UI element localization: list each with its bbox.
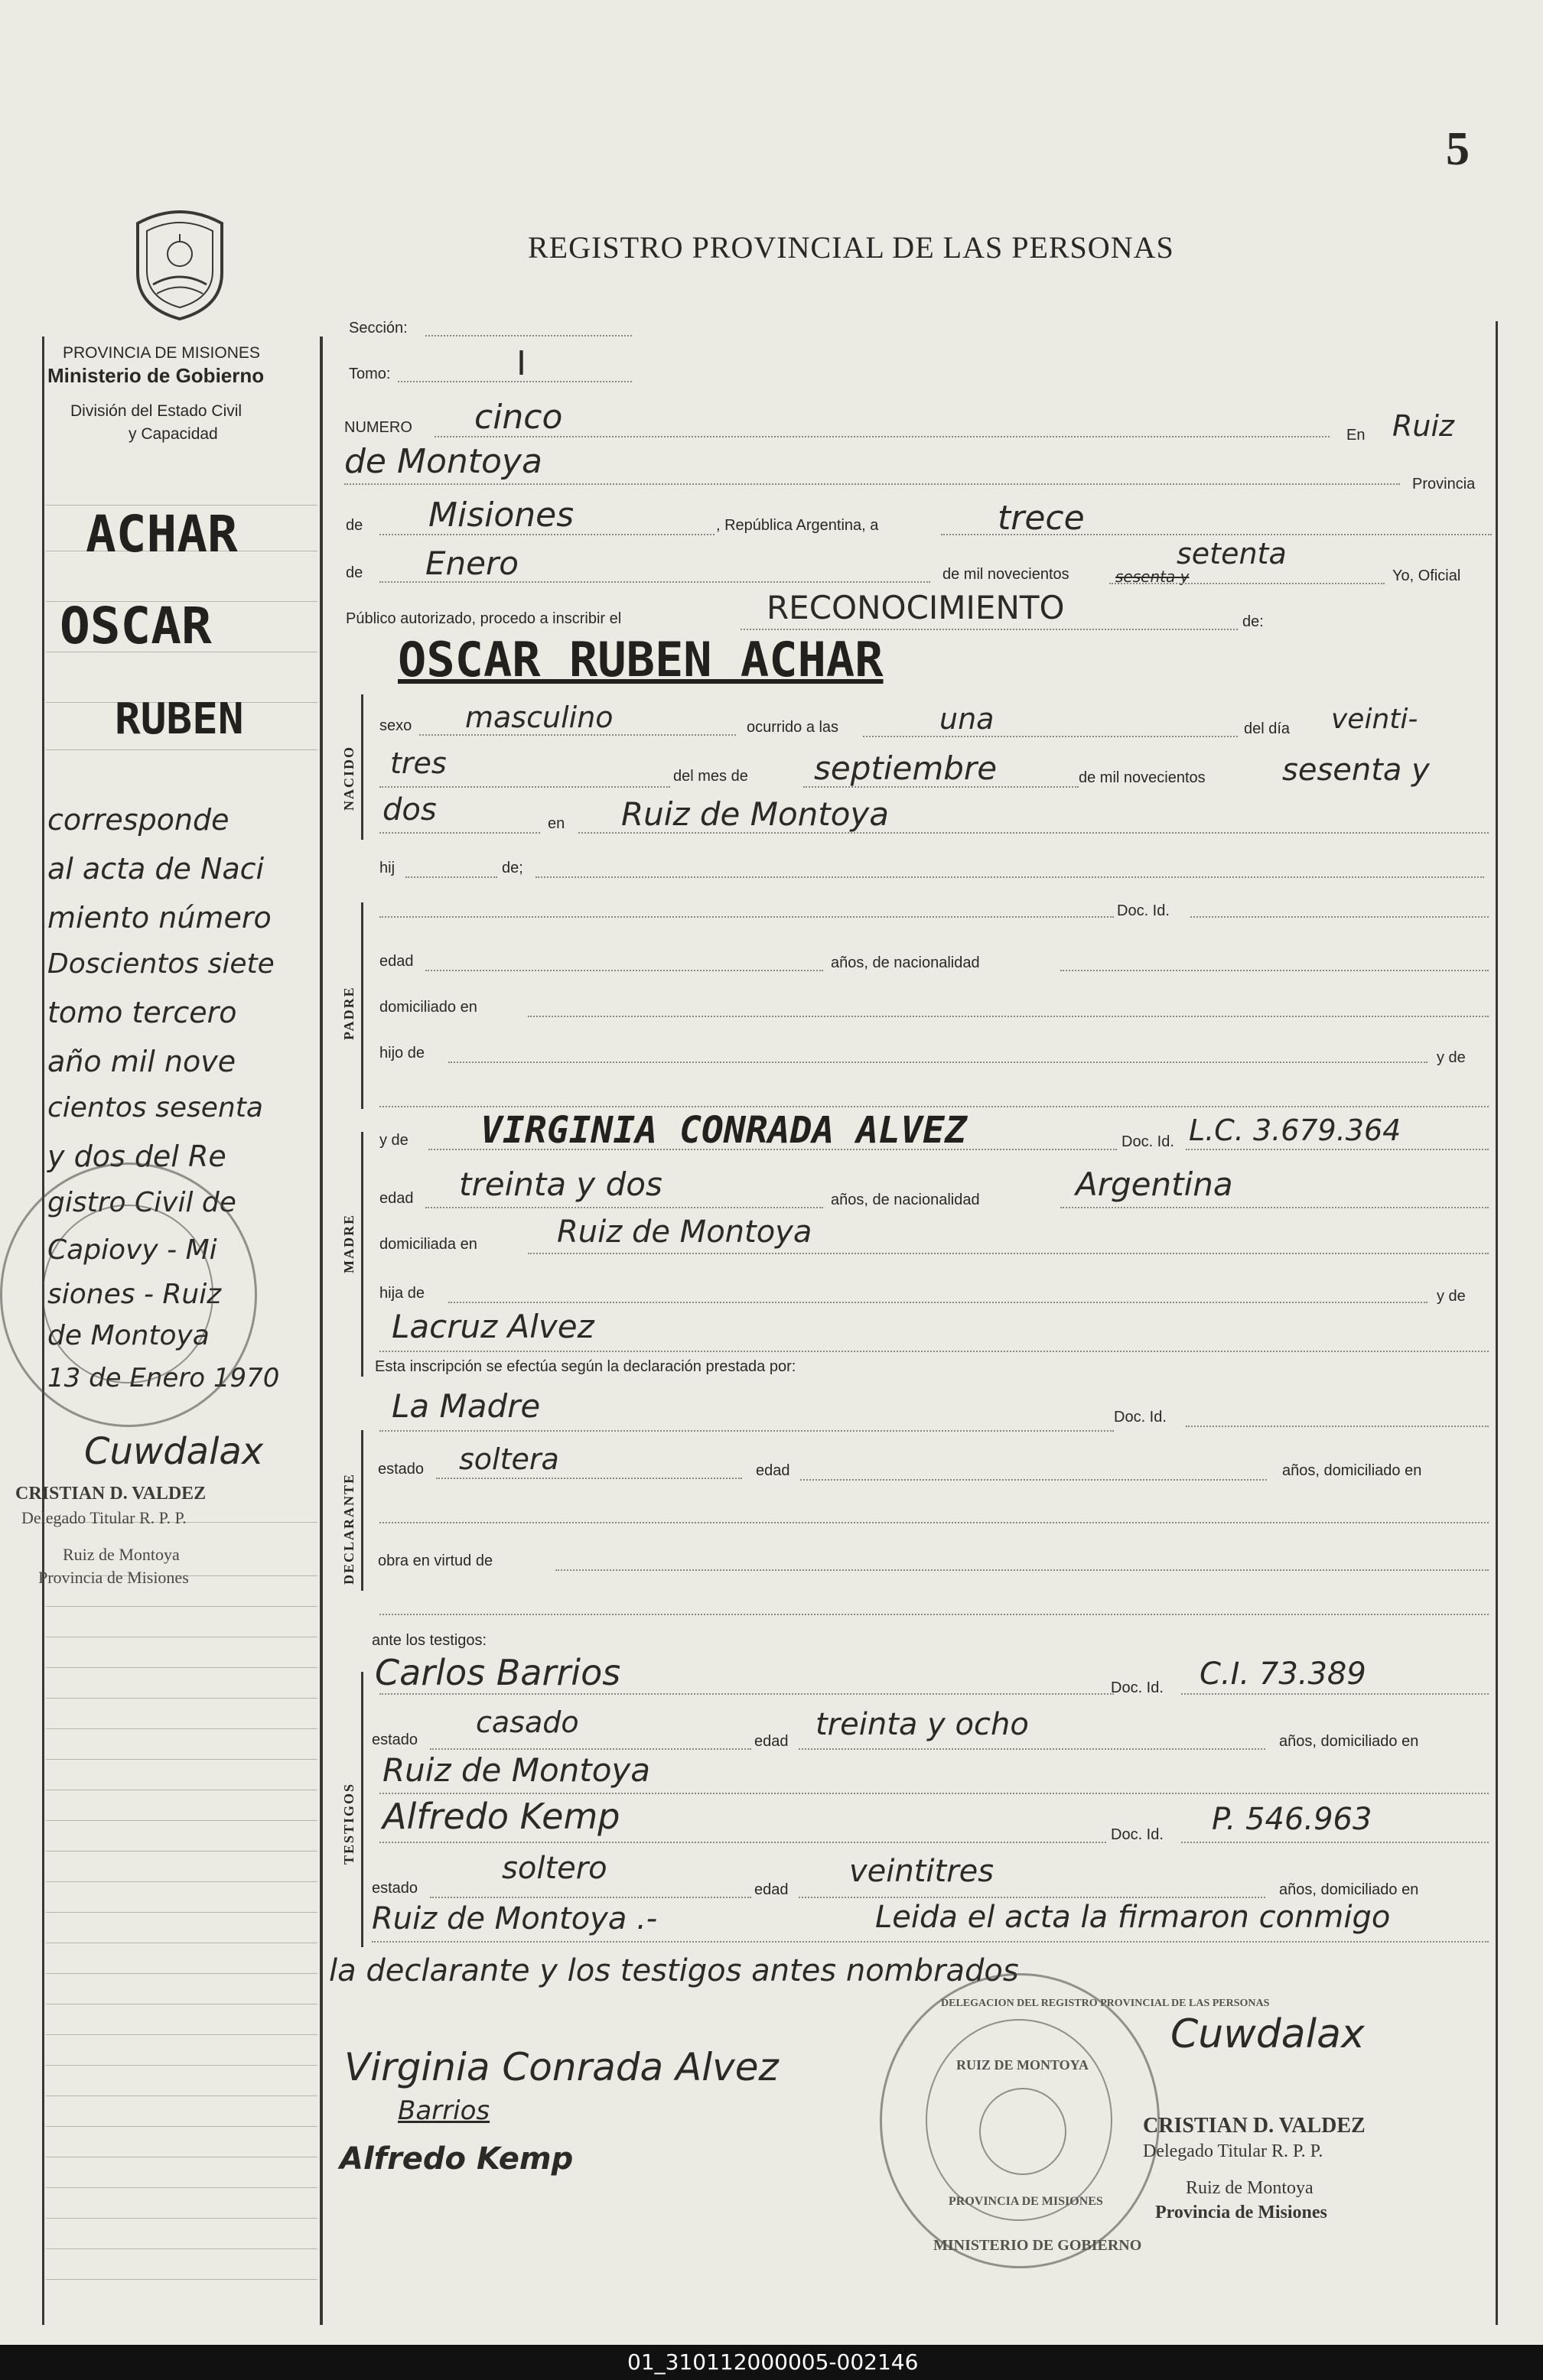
en-value-2: de Montoya (344, 442, 542, 481)
numero-value: cinco (474, 398, 563, 437)
margin-middle-name: RUBEN (115, 694, 244, 744)
tomo-label: Tomo: (349, 366, 391, 382)
madre-hija-de-label: hija de (379, 1285, 425, 1302)
margin-note-line: miento número (47, 901, 272, 935)
declarante-edad-label: edad (756, 1462, 790, 1479)
declarante-anos-label: años, domiciliado en (1282, 1462, 1422, 1479)
del-dia-label: del día (1244, 720, 1291, 737)
ano-nac-value-1: sesenta y (1282, 753, 1430, 788)
margin-note-line: y dos del Re (47, 1140, 226, 1173)
declarante-doc-label: Doc. Id. (1114, 1409, 1167, 1426)
madre-signature: Virginia Conrada Alvez (344, 2045, 779, 2089)
madre-anos-label: años, de nacionalidad (831, 1192, 980, 1208)
sexo-value: masculino (465, 701, 614, 734)
testigo2-nombre-value: Alfredo Kemp (382, 1796, 620, 1837)
margin-note-line: al acta de Naci (47, 852, 265, 886)
division-label: División del Estado Civil (70, 402, 243, 420)
de-semicolon-label: de; (502, 860, 523, 876)
margin-surname: ACHAR (86, 505, 238, 564)
oficial-stamp-title: Delegado Titular R. P. P. (1143, 2141, 1323, 2161)
cierre-line-1: Leida el acta la firmaron conmigo (875, 1900, 1391, 1935)
en-lower-label: en (548, 815, 565, 832)
testigo2-domicilio-value: Ruiz de Montoya .- (372, 1901, 658, 1936)
provincia-label: Provincia (1412, 476, 1476, 493)
testigo1-edad-label: edad (754, 1733, 789, 1750)
obra-label: obra en virtud de (378, 1553, 493, 1569)
dia-nac-value-2: tres (390, 746, 447, 780)
ante-testigos-label: ante los testigos: (372, 1632, 487, 1649)
declarante-bracket (361, 1430, 363, 1591)
declarante-value: La Madre (392, 1387, 541, 1425)
sexo-label: sexo (379, 717, 412, 734)
madre-y-de-label-2: y de (1437, 1288, 1466, 1305)
madre-doc-label: Doc. Id. (1121, 1133, 1174, 1150)
madre-edad-label: edad (379, 1190, 414, 1207)
margin-note-line: tomo tercero (47, 996, 237, 1029)
section-padre-label: PADRE (341, 986, 356, 1040)
margin-stamp-title: Delegado Titular R. P. P. (21, 1508, 187, 1527)
madre-nacionalidad-value: Argentina (1076, 1166, 1233, 1203)
testigo2-estado-value: soltero (502, 1851, 607, 1886)
margin-stamp-province: Provincia de Misiones (38, 1568, 189, 1587)
madre-y-de-label: y de (379, 1132, 409, 1149)
province-label: PROVINCIA DE MISIONES (63, 344, 260, 362)
padre-domicilio-label: domiciliado en (379, 999, 477, 1016)
ano-nac-value-2: dos (382, 792, 437, 827)
oficial-stamp-province: Provincia de Misiones (1155, 2203, 1327, 2222)
testigo1-estado-label: estado (372, 1731, 418, 1748)
seal-bottom-text: MINISTERIO DE GOBIERNO (933, 2237, 1142, 2254)
section-nacido-label: NACIDO (341, 745, 356, 811)
de-mil-nov-label: de mil novecientos (1079, 769, 1206, 786)
lugar-nac-value: Ruiz de Montoya (621, 795, 890, 833)
madre-madre-value: Lacruz Alvez (392, 1308, 594, 1345)
margin-note-line: cientos sesenta (47, 1092, 263, 1123)
testigo1-nombre-value: Carlos Barrios (375, 1652, 621, 1693)
section-testigos-label: TESTIGOS (341, 1782, 356, 1865)
madre-edad-value: treinta y dos (459, 1166, 662, 1203)
seal-emblem-icon (979, 2088, 1066, 2175)
footer-bar (0, 2345, 1543, 2380)
coat-of-arms-icon (122, 200, 237, 323)
testigo1-anos-label: años, domiciliado en (1279, 1733, 1419, 1750)
en-label: En (1346, 427, 1366, 444)
margin-note-line: siones - Ruiz (47, 1279, 222, 1310)
padre-edad-label: edad (379, 953, 414, 970)
margin-stamp-name: CRISTIAN D. VALDEZ (15, 1484, 207, 1504)
nacido-bracket (361, 694, 363, 840)
dia-nac-value-1: veinti- (1331, 704, 1418, 735)
acto-value: RECONOCIMIENTO (767, 589, 1065, 626)
testigo2-estado-label: estado (372, 1880, 418, 1897)
footer-id: 01_310112000005-002146 (627, 2349, 919, 2375)
madre-nombre-value: VIRGINIA CONRADA ALVEZ (480, 1109, 967, 1152)
testigos-bracket (361, 1672, 363, 1947)
provincia-value: Misiones (428, 496, 575, 535)
testigo1-doc-value: C.I. 73.389 (1200, 1657, 1366, 1692)
margin-note-line: Doscientos siete (47, 948, 275, 980)
margin-note-line: corresponde (47, 803, 229, 837)
padre-y-de-label: y de (1437, 1049, 1466, 1066)
madre-domicilio-value: Ruiz de Montoya (557, 1214, 812, 1250)
declaracion-label: Esta inscripción se efectúa según la declaración prestada por: (375, 1358, 796, 1375)
mes-value: Enero (425, 545, 519, 582)
testigo2-edad-label: edad (754, 1881, 789, 1898)
de-label: de (346, 517, 363, 534)
en-value-1: Ruiz (1392, 409, 1454, 443)
testigo1-doc-label: Doc. Id. (1111, 1679, 1164, 1696)
section-madre-label: MADRE (341, 1214, 356, 1273)
margin-note-line: Capiovy - Mi (47, 1234, 217, 1266)
madre-bracket (361, 1132, 363, 1377)
testigo1-edad-value: treinta y ocho (815, 1707, 1029, 1742)
testigo-signature-a: Barrios (398, 2096, 490, 2126)
page-title: REGISTRO PROVINCIAL DE LAS PERSONAS (528, 230, 1174, 265)
hij-label: hij (379, 860, 396, 876)
oficial-stamp-place: Ruiz de Montoya (1186, 2178, 1314, 2198)
ano-value: setenta (1177, 537, 1287, 571)
declarante-estado-value: soltera (459, 1442, 559, 1476)
declarante-estado-label: estado (378, 1461, 425, 1478)
madre-domicilio-label: domiciliada en (379, 1236, 477, 1253)
padre-hijo-de-label: hijo de (379, 1045, 425, 1062)
de-colon-label: de: (1242, 613, 1264, 630)
section-declarante-label: DECLARANTE (341, 1472, 356, 1585)
division-label-2: y Capacidad (129, 425, 218, 443)
margin-frame-right (320, 337, 323, 2325)
seal-ring-text: DELEGACION DEL REGISTRO PROVINCIAL DE LAS PERSONAS (941, 1998, 1270, 2009)
margin-note-line: de Montoya (47, 1320, 210, 1351)
margin-note-line: año mil nove (47, 1045, 236, 1078)
margin-note-line: 13 de Enero 1970 (47, 1363, 280, 1393)
seccion-label: Sección: (349, 320, 408, 337)
testigo2-doc-label: Doc. Id. (1111, 1826, 1164, 1843)
oficial-stamp-name: CRISTIAN D. VALDEZ (1143, 2114, 1366, 2138)
publico-label: Público autorizado, procedo a inscribir el (346, 610, 622, 627)
republica-label: , República Argentina, a (716, 517, 879, 534)
form-frame-right (1496, 321, 1498, 2325)
seal-inner-text: RUIZ DE MONTOYA (956, 2057, 1089, 2073)
testigo2-doc-value: P. 546.963 (1212, 1802, 1372, 1837)
numero-label: NUMERO (344, 419, 412, 436)
testigo2-anos-label: años, domiciliado en (1279, 1881, 1419, 1898)
nombre-inscripto: OSCAR RUBEN ACHAR (398, 632, 884, 688)
yo-oficial-label: Yo, Oficial (1392, 567, 1461, 584)
del-mes-label: del mes de (673, 768, 748, 785)
ano-struck-value: sesenta y (1115, 567, 1190, 586)
mes-nac-value: septiembre (814, 749, 998, 787)
margin-first-name: OSCAR (60, 597, 212, 655)
padre-anos-label: años, de nacionalidad (831, 954, 980, 971)
testigo2-edad-value: veintitres (849, 1854, 994, 1889)
oficial-signature: Cuwdalax (1170, 2011, 1365, 2057)
testigo-signature-b: Alfredo Kemp (340, 2141, 574, 2177)
testigo1-estado-value: casado (476, 1705, 579, 1739)
seal-province-text: PROVINCIA DE MISIONES (949, 2195, 1103, 2208)
hora-value: una (939, 702, 994, 736)
left-seal-inner-ring (42, 1205, 213, 1383)
padre-bracket (361, 902, 363, 1109)
margin-stamp-place: Ruiz de Montoya (63, 1545, 180, 1564)
tomo-value: I (516, 344, 526, 383)
ministry-label: Ministerio de Gobierno (47, 364, 265, 387)
testigo1-domicilio-value: Ruiz de Montoya (382, 1751, 651, 1789)
page-number: 5 (1446, 123, 1470, 175)
madre-doc-value: L.C. 3.679.364 (1189, 1114, 1401, 1147)
ocurrido-label: ocurrido a las (747, 719, 839, 736)
de-mil-label: de mil novecientos (942, 566, 1069, 583)
padre-doc-label: Doc. Id. (1117, 902, 1170, 919)
cierre-line-2: la declarante y los testigos antes nombrados (329, 1953, 1019, 1988)
margin-note-line: gistro Civil de (47, 1187, 236, 1218)
dia-value: trece (998, 499, 1085, 538)
de-label-2: de (346, 564, 363, 581)
margin-signature: Cuwdalax (84, 1430, 264, 1473)
